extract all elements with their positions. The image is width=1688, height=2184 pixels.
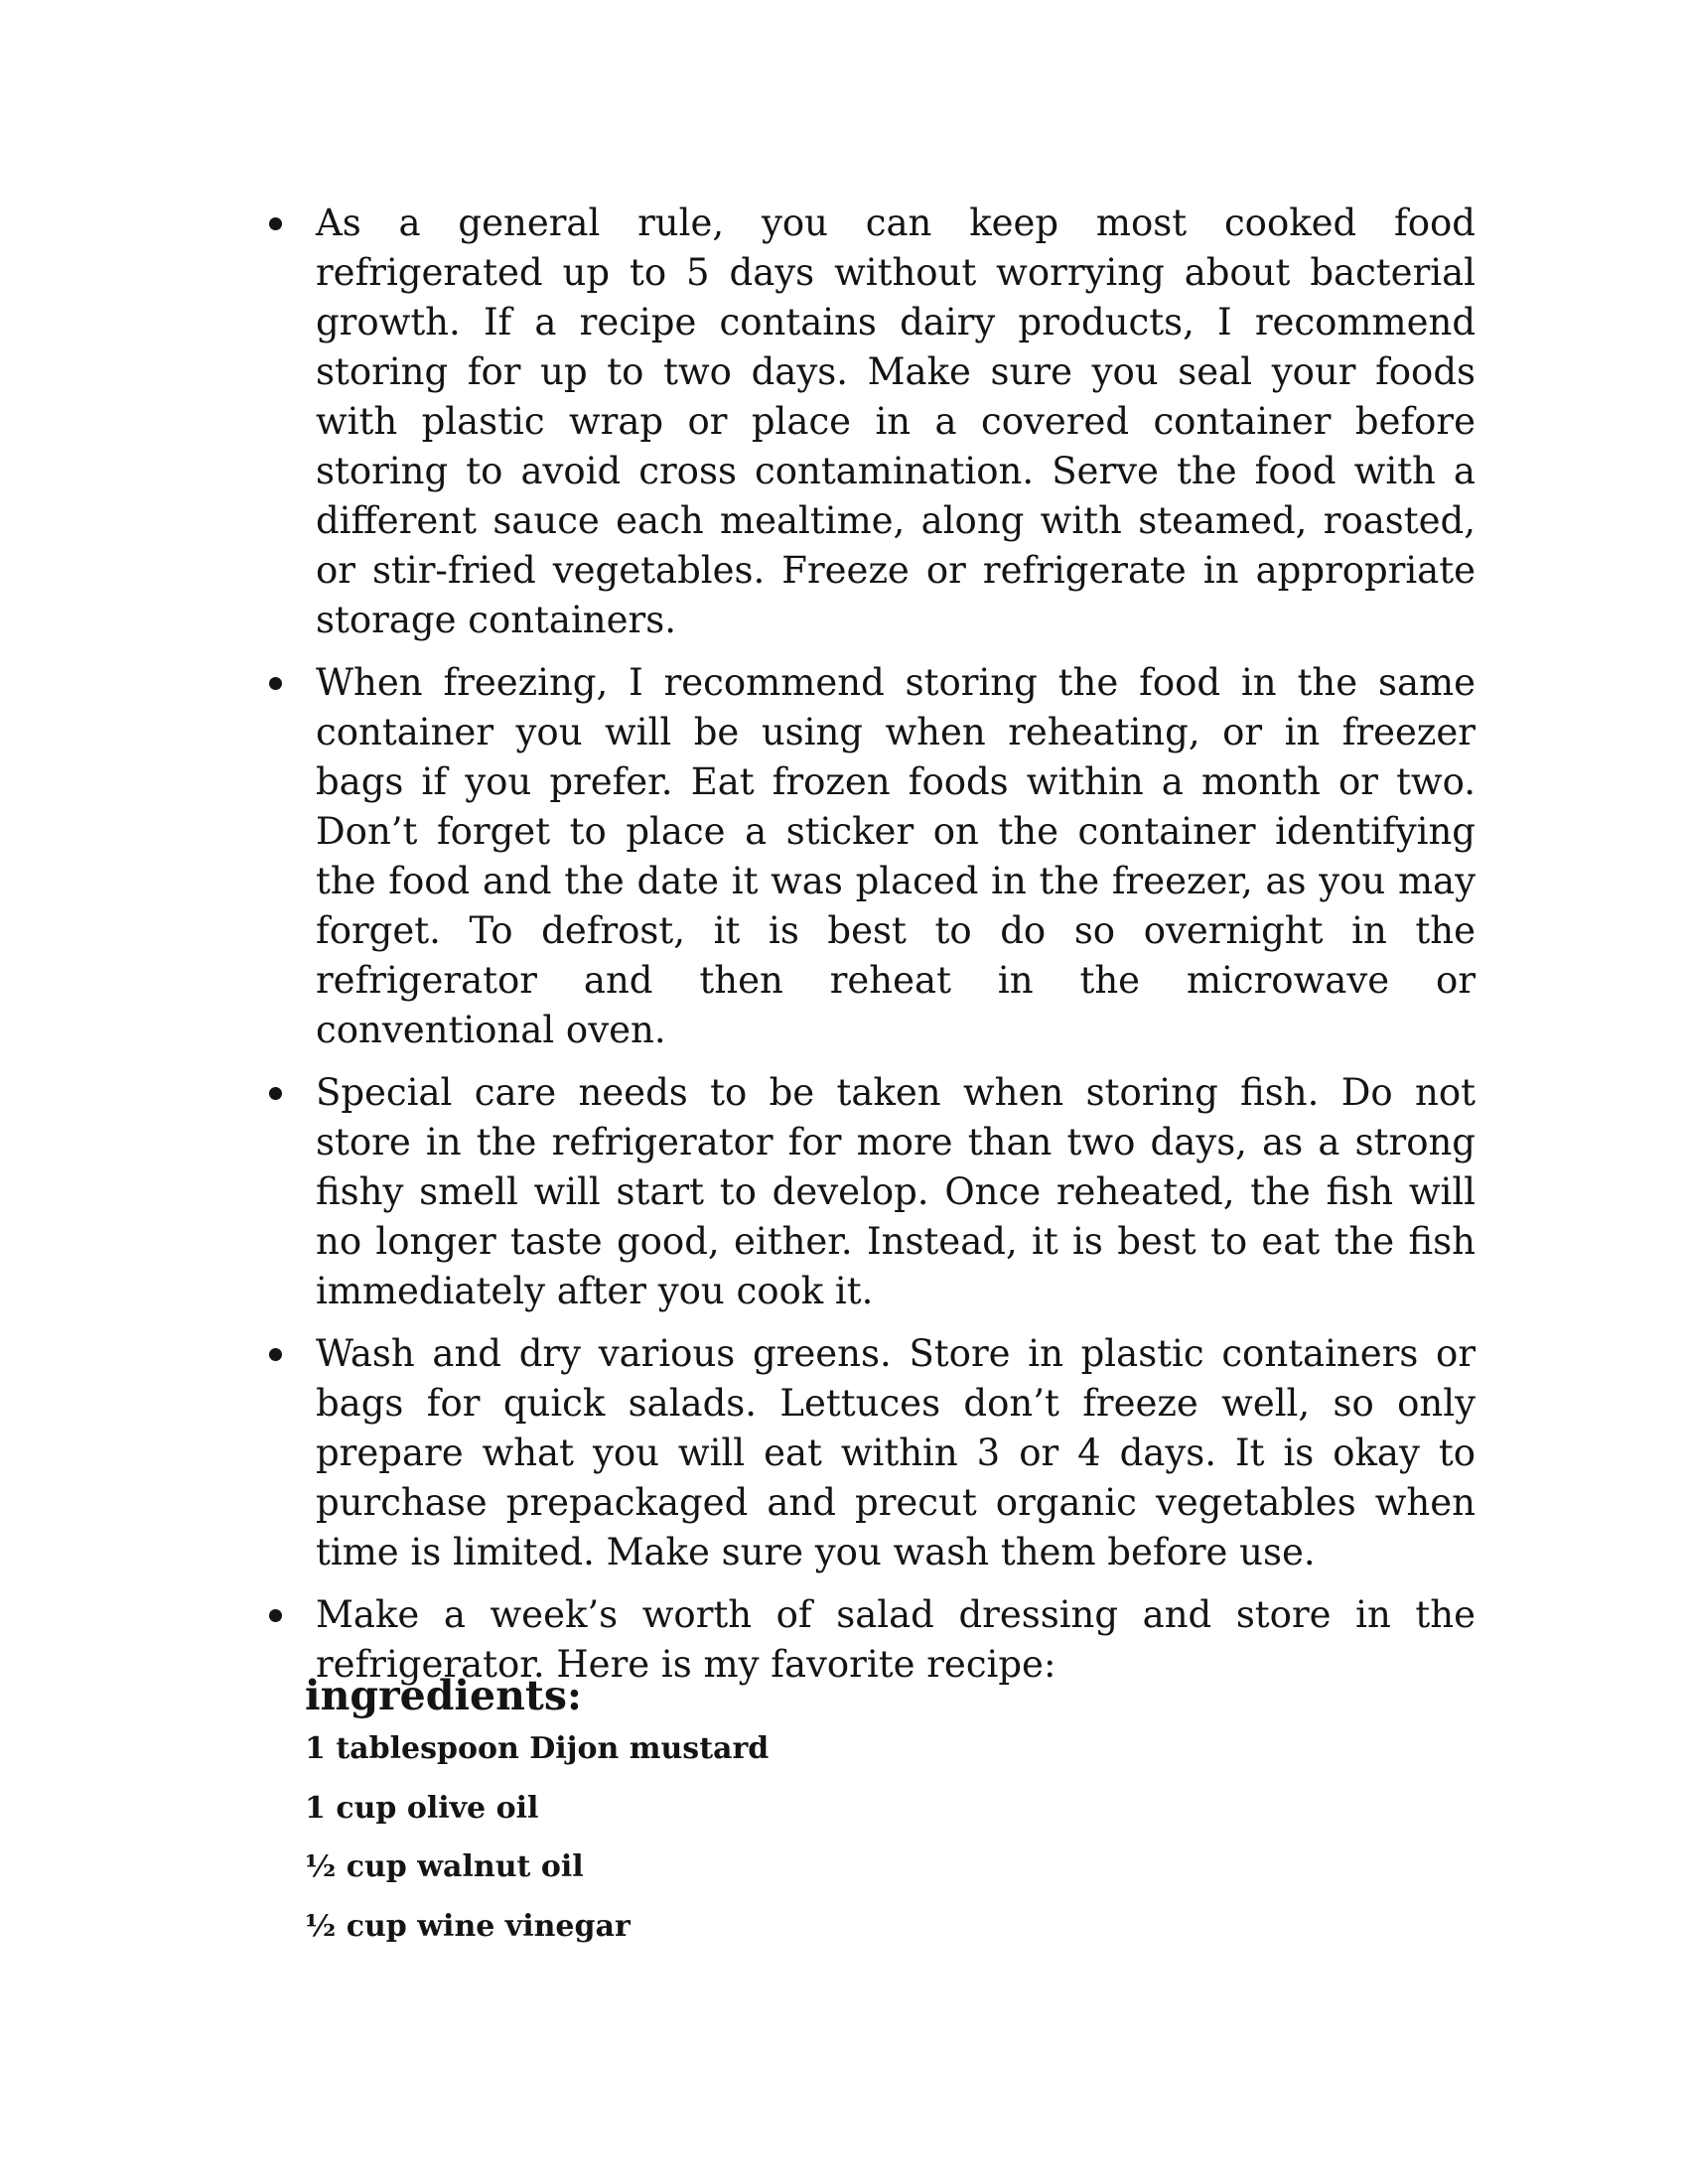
ingredient-item: ½ cup wine vinegar [305, 1908, 631, 1944]
ingredient-item: ½ cup walnut oil [305, 1849, 584, 1884]
list-item-text: Wash and dry various greens. Store in plastic containers or bags for quick salads. Lettuces don’t freeze well, so only prepare what you will eat within 3 or 4 days. It is okay to purchase prepackaged and precut organic vegetables when time is limited. Make sure you wash them before use. [316, 1332, 1476, 1573]
bullet-icon [269, 217, 282, 230]
list-item-text: Special care needs to be taken when storing fish. Do not store in the refrigerator for more than two days, as a strong fishy smell will start to develop. Once reheated, the fish will no longer taste good, either. Instead, it is best to eat the fish immediately after you cook it. [316, 1071, 1476, 1312]
ingredients-heading: ingredients: [305, 1672, 583, 1719]
list-item [316, 658, 1476, 1055]
bullet-icon [269, 1348, 282, 1361]
bullet-icon [269, 1087, 282, 1100]
list-item [316, 199, 1476, 645]
list-item-text: Make a week’s worth of salad dressing and store in the refrigerator. Here is my favorite recipe: [316, 1593, 1476, 1686]
ingredient-item: 1 tablespoon Dijon mustard [305, 1731, 770, 1766]
list-item [316, 1329, 1476, 1577]
ingredient-item: 1 cup olive oil [305, 1790, 539, 1826]
ingredients-list [305, 1729, 1099, 1966]
list-item [316, 1068, 1476, 1316]
bullet-icon [269, 677, 282, 690]
bullet-icon [269, 1609, 282, 1622]
list-item-text: As a general rule, you can keep most cooked food refrigerated up to 5 days without worrying about bacterial growth. If a recipe contains dairy products, I recommend storing for up to two days. Make sure you seal your foods with plastic wrap or place in a covered container before storing to avoid cross contamination. Serve the food with a different sauce each mealtime, along with steamed, roasted, or stir-fried vegetables. Freeze or refrigerate in appropriate storage containers. [316, 202, 1476, 641]
storage-tips-list [316, 199, 1476, 1703]
list-item-text: When freezing, I recommend storing the food in the same container you will be using when reheating, or in freezer bags if you prefer. Eat frozen foods within a month or two. Don’t forget to place a sticker on the container identifying the food and the date it was placed in the freezer, as you may forget. To defrost, it is best to do so overnight in the refrigerator and then reheat in the microwave or conventional oven. [316, 661, 1476, 1051]
